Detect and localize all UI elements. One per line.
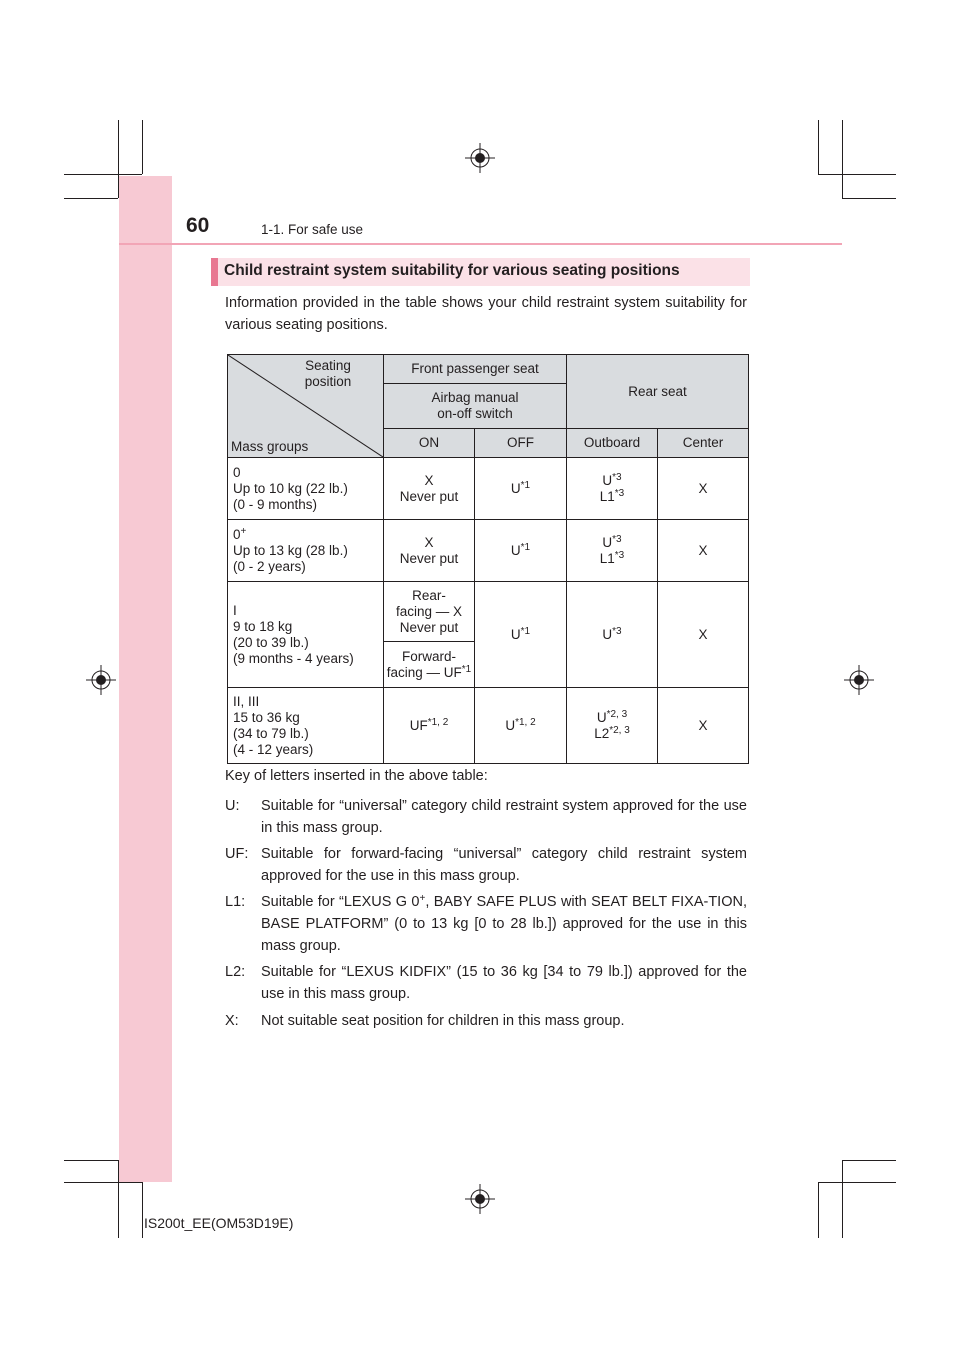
key-item [225, 795, 747, 839]
group-age: (0 - 2 years) [233, 558, 306, 574]
margin-strip [119, 176, 172, 1182]
group-mass: Up to 10 kg (22 lb.) [233, 480, 348, 496]
section-reference: 1-1. For safe use [261, 222, 364, 237]
crop-mark [818, 120, 819, 174]
key-text: Suitable for “LEXUS KIDFIX” (15 to 36 kg [34 to 79 lb.]) approved for the use in this mass group. [261, 964, 747, 1002]
table-cell: X [658, 520, 749, 582]
header-rule [119, 243, 842, 245]
registration-mark-icon [86, 665, 116, 695]
crop-mark [818, 1182, 819, 1238]
registration-mark-icon [465, 143, 495, 173]
group-mass: Up to 13 kg (28 lb.) [233, 542, 348, 558]
table-cell: Rear- facing — X Never put [384, 582, 475, 642]
crop-mark [842, 120, 843, 198]
front-seat-header: Front passenger seat [384, 355, 567, 384]
crop-mark [142, 1182, 143, 1238]
suitability-table [227, 354, 749, 764]
key-code: U: [225, 798, 240, 814]
airbag-switch-header [384, 384, 567, 429]
table-cell: $U^{*3}$ L1$^{*3}$ [567, 520, 658, 582]
table-row-group: 0+ Up to 13 kg (28 lb.) (0 - 2 years) [228, 520, 384, 582]
rear-seat-header: Rear seat [567, 355, 749, 429]
table-cell: U$^{*1, 2}$ [475, 688, 567, 764]
table-cell: $U^{*3}$ [567, 582, 658, 688]
group-age: (9 months - 4 years) [233, 650, 354, 666]
crop-mark [818, 174, 896, 175]
group-mass-lb: (34 to 79 lb.) [233, 725, 309, 741]
group-mass-lb: (20 to 39 lb.) [233, 634, 309, 650]
section-accent [211, 258, 218, 286]
table-cell: Forward- facing — UF$^{*1}$ [384, 642, 475, 688]
group-code: II, III [233, 693, 260, 709]
crop-mark [142, 120, 143, 174]
table-cell: $U^{*3}$ L1$^{*3}$ [567, 458, 658, 520]
airbag-switch-label: Airbag manual on-off switch [431, 390, 519, 421]
key-text: Suitable for “LEXUS G 0+, BABY SAFE PLUS with SEAT BELT FIXA-TION, BASE PLATFORM” (0 to 13 kg [0 to 28 lb.]) approved for the use in this mass group. [261, 893, 747, 954]
crop-mark [64, 1160, 118, 1161]
table-cell: $U^{*1}$ [475, 458, 567, 520]
crop-mark [118, 120, 119, 198]
crop-mark [118, 1160, 119, 1238]
table-cell: X [658, 458, 749, 520]
seating-position-label: Seating position [304, 358, 352, 389]
registration-mark-icon [844, 665, 874, 695]
key-text: Suitable for “universal” category child restraint system approved for the use in this mass group. [261, 798, 747, 836]
crop-mark [842, 1160, 896, 1161]
corner-header [228, 355, 384, 458]
key-item [225, 843, 747, 887]
page-number: 60 [186, 214, 210, 237]
crop-mark [842, 1160, 843, 1238]
group-age: (4 - 12 years) [233, 741, 314, 757]
table-row-group [228, 458, 384, 520]
table-cell: UF$^{*1, 2}$ [384, 688, 475, 764]
table-row-group [228, 688, 384, 764]
key-code: L1: [225, 894, 246, 910]
registration-mark-icon [465, 1184, 495, 1214]
col-off-header: OFF [475, 429, 567, 458]
table-cell: $U^{*1}$ [475, 582, 567, 688]
intro-paragraph: Information provided in the table shows your child restraint system suitability for various seating positions. [225, 295, 747, 333]
mass-groups-label: Mass groups [231, 439, 309, 454]
group-code: I [233, 602, 237, 618]
col-outboard-header: Outboard [567, 429, 658, 458]
col-center-header: Center [658, 429, 749, 458]
group-age: (0 - 9 months) [233, 496, 318, 512]
crop-mark [64, 1182, 142, 1183]
key-code: UF: [225, 846, 249, 862]
crop-mark [818, 1182, 896, 1183]
key-item [225, 891, 747, 957]
group-code: 0 [233, 526, 241, 542]
key-code: X: [225, 1013, 239, 1029]
key-text: Suitable for forward-facing “universal” category child restraint system approved for the use in this mass group. [261, 846, 747, 884]
key-item [225, 961, 747, 1005]
key-text: Not suitable seat position for children in this mass group. [261, 1013, 625, 1029]
crop-mark [64, 198, 118, 199]
crop-mark [842, 198, 896, 199]
key-code: L2: [225, 964, 246, 980]
table-cell: X Never put [384, 458, 475, 520]
table-row-group [228, 582, 384, 688]
table-cell: X [658, 688, 749, 764]
crop-mark [64, 174, 142, 175]
key-intro: Key of letters inserted in the above table: [225, 768, 488, 784]
table-cell: X Never put [384, 520, 475, 582]
table-cell: X [658, 582, 749, 688]
document-code: IS200t_EE(OM53D19E) [144, 1215, 294, 1231]
table-cell: U$^{*2, 3}$ L2$^{*2, 3}$ [567, 688, 658, 764]
section-title: Child restraint system suitability for various seating positions [224, 262, 680, 279]
group-mass: 9 to 18 kg [233, 618, 293, 634]
table-cell: $U^{*1}$ [475, 520, 567, 582]
key-item [225, 1010, 747, 1032]
group-mass: 15 to 36 kg [233, 709, 300, 725]
group-code: 0 [233, 464, 241, 480]
section-heading-bar [211, 258, 750, 286]
col-on-header: ON [384, 429, 475, 458]
